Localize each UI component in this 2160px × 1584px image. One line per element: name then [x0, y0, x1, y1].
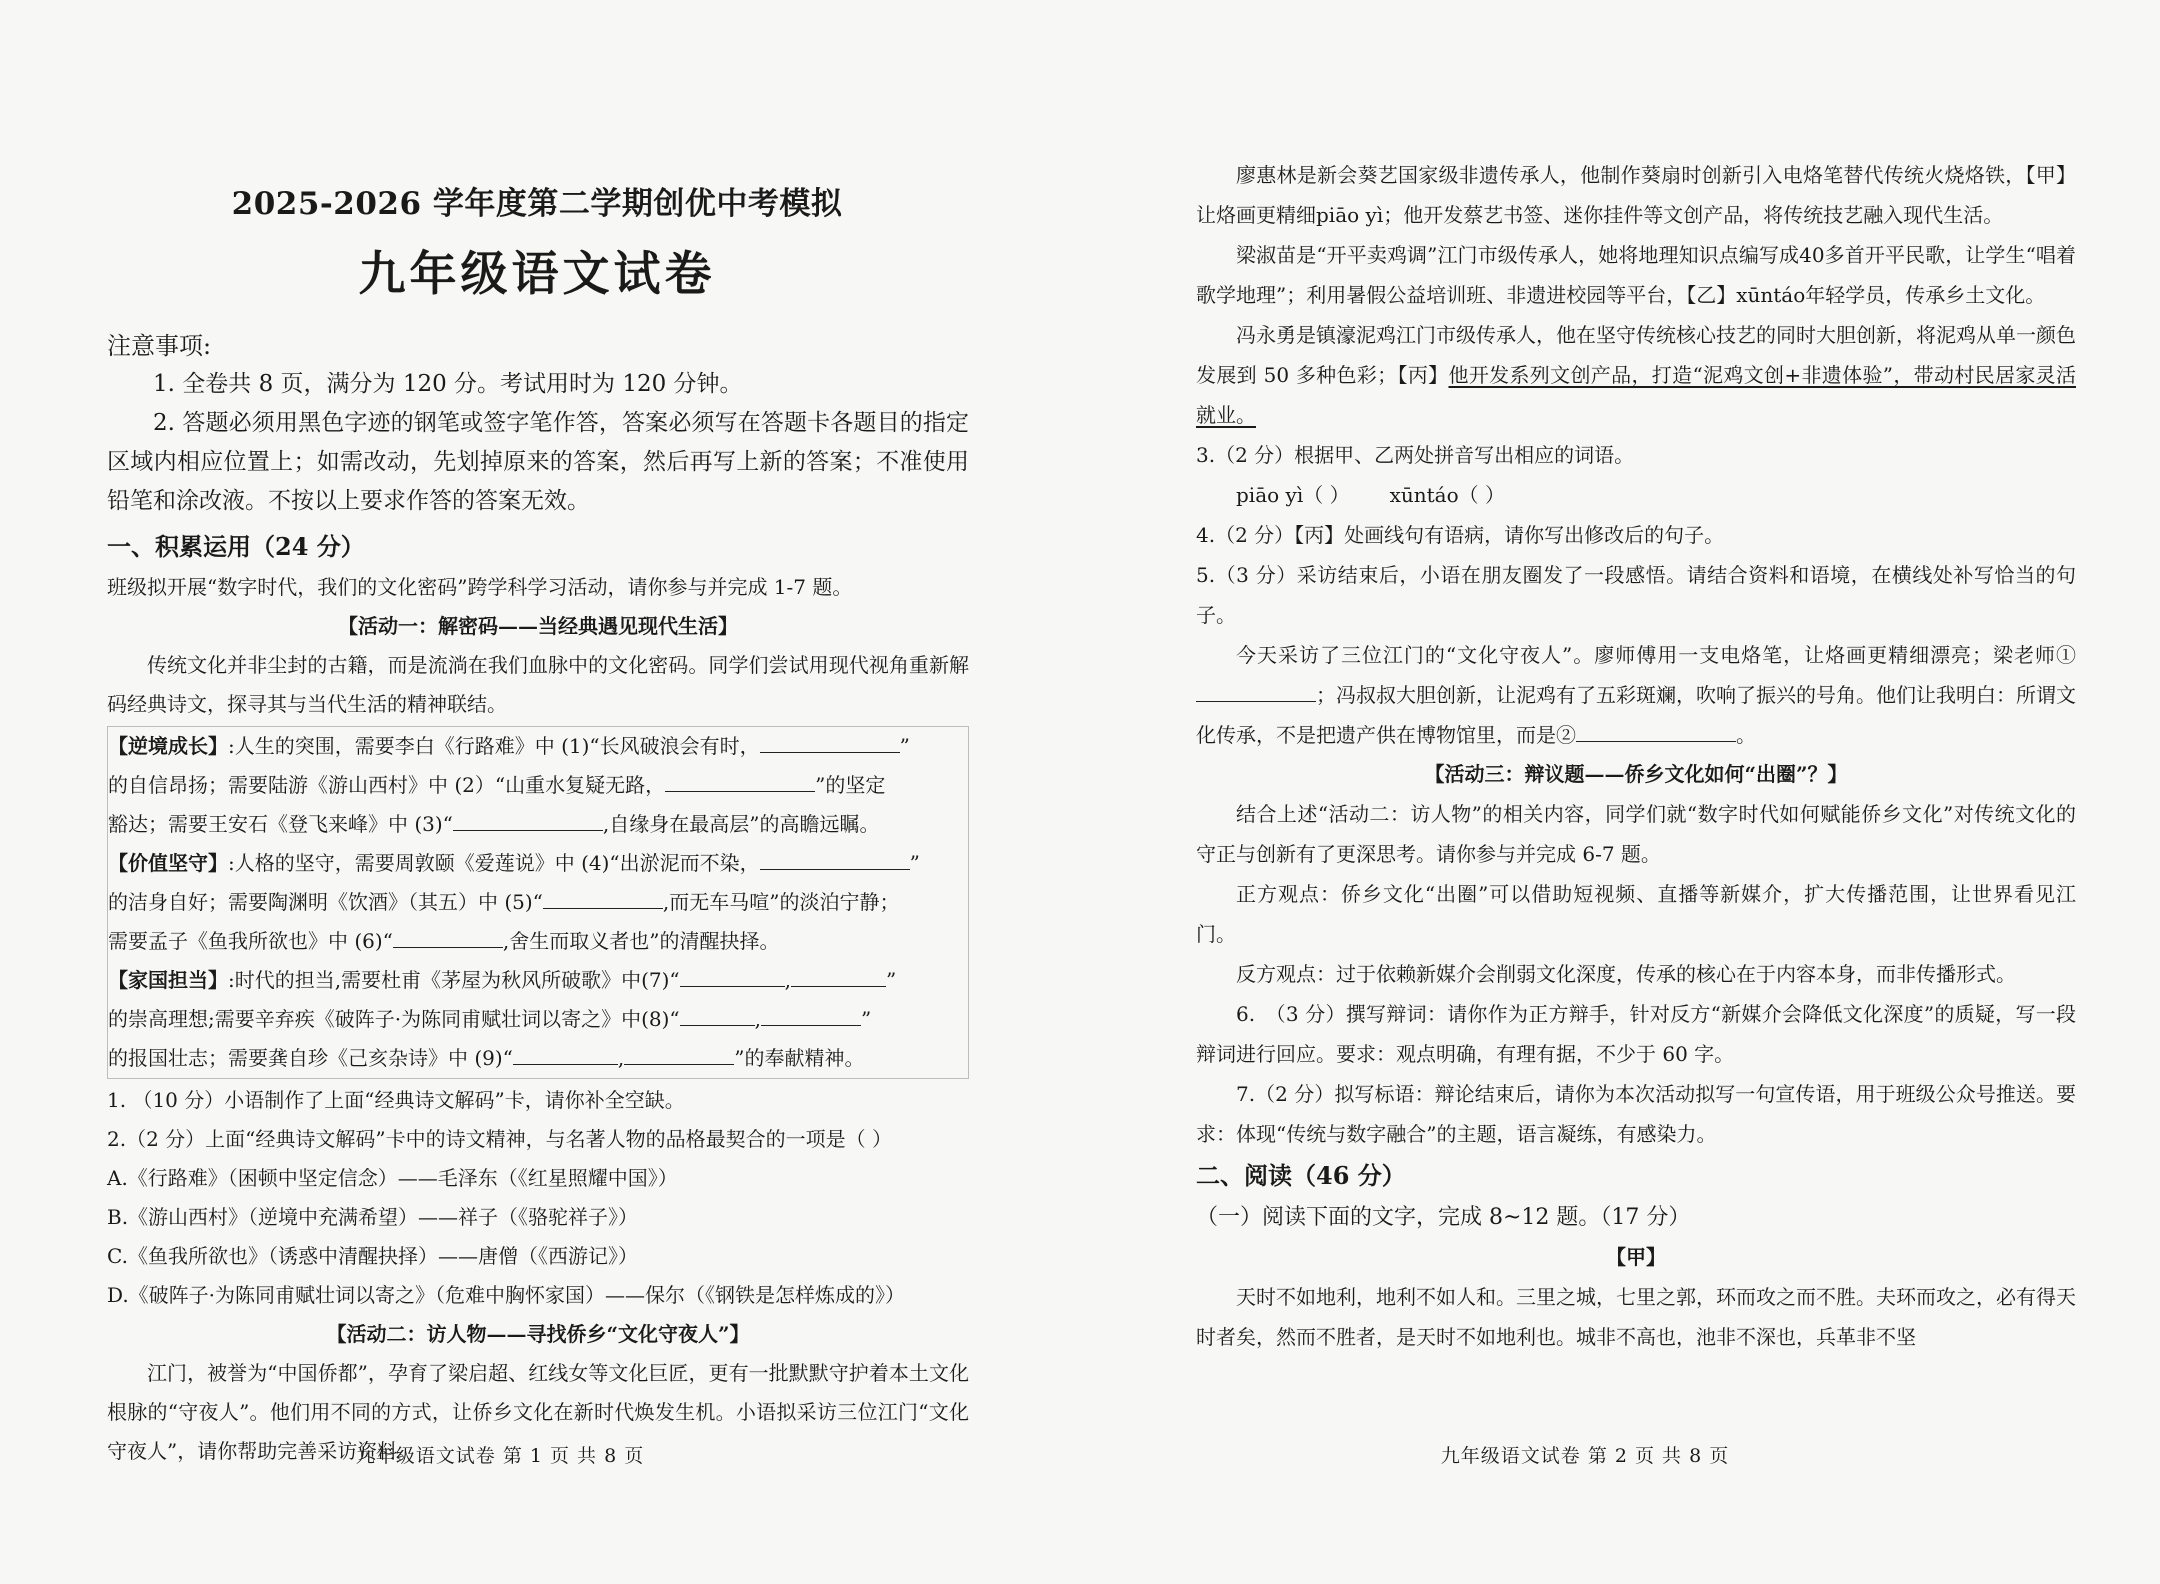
card-text: ,而无车马喧”的淡泊宁静； [662, 890, 900, 914]
card-text: 豁达；需要王安石《登飞来峰》中 (3)“ [108, 812, 453, 836]
blank-2[interactable] [665, 771, 815, 792]
question-2-option-d: D.《破阵子·为陈同甫赋壮词以寄之》（危难中胸怀家国）——保尔（《钢铁是怎样炼成的》） [107, 1283, 906, 1307]
card-text: ” [909, 851, 920, 875]
poem-decode-card [107, 726, 969, 1079]
page-footer: 九年级语文试卷 第 2 页 共 8 页 [1440, 1445, 1730, 1467]
card-text: ” [899, 734, 910, 758]
blank-q5-2[interactable] [1576, 721, 1736, 742]
card-text: ”的奉献精神。 [734, 1046, 865, 1070]
card-text: ,自缘身在最高层”的高瞻远瞩。 [602, 812, 880, 836]
card-line-8 [108, 1000, 968, 1039]
tag-adversity: 【逆境成长】 [108, 734, 228, 758]
notice-heading: 注意事项: [107, 332, 212, 360]
card-line-2 [108, 766, 968, 805]
interview-liang: 梁淑苗是“开平卖鸡调”江门市级传承人，她将地理知识点编写成40多首开平民歌，让学生“唱着歌学地理”；利用暑假公益培训班、非遗进校园等平台，【乙】xūntáo年轻学员，传承乡土文化。 [1196, 243, 2076, 307]
card-text: :人格的坚守，需要周敦颐《爱莲说》中 (4)“出淤泥而不染， [228, 851, 760, 875]
card-text: 的自信昂扬；需要陆游《游山西村》中 (2）“山重水复疑无路， [108, 773, 666, 797]
blank-8a[interactable] [680, 1005, 755, 1026]
card-line-4 [108, 844, 968, 883]
card-text: 的洁身自好；需要陶渊明《饮酒》（其五）中 (5)“ [108, 890, 543, 914]
question-2-option-a: A.《行路难》（困顿中坚定信念）——毛泽东（《红星照耀中国》） [107, 1166, 678, 1190]
card-line-5 [108, 883, 968, 922]
card-text: :时代的担当,需要杜甫《茅屋为秋风所破歌》中(7)“ [228, 968, 680, 992]
card-text: 的崇高理想;需要辛弃疾《破阵子·为陈同甫赋壮词以寄之》中(8)“ [108, 1007, 680, 1031]
activity-3-heading: 【活动三：辩议题——侨乡文化如何“出圈”？】 [1424, 762, 1848, 786]
blank-8b[interactable] [761, 1005, 861, 1026]
exam-subtitle: 九年级语文试卷 [358, 247, 716, 302]
activity-3-text: 结合上述“活动二：访人物”的相关内容，同学们就“数字时代如何赋能侨乡文化”对传统文化的守正与创新有了更深思考。请你参与并完成 6-7 题。 [1196, 802, 2076, 866]
card-text: 需要孟子《鱼我所欲也》中 (6)“ [108, 929, 393, 953]
card-line-7 [108, 961, 968, 1000]
activity-2-text: 江门，被誉为“中国侨都”，孕育了梁启超、红线女等文化巨匠，更有一批默默守护着本土文化根脉的“守夜人”。他们用不同的方式，让侨乡文化在新时代焕发生机。小语拟采访三位江门“文化守夜人”，请你帮助完善采访资料。 [107, 1361, 969, 1463]
notice-item-2: 2. 答题必须用黑色字迹的钢笔或签字笔作答，答案必须写在答题卡各题目的指定区域内相应位置上；如需改动，先划掉原来的答案，然后再写上新的答案；不准使用铅笔和涂改液。不按以上要求作答的答案无效。 [107, 410, 969, 514]
passage-jia-label: 【甲】 [1606, 1245, 1666, 1269]
passage-jia-text: 天时不如地利，地利不如人和。三里之城，七里之郭，环而攻之而不胜。夫环而攻之，必有得天时者矣，然而不胜者，是天时不如地利也。城非不高也，池非不深也，兵革非不坚 [1196, 1285, 2076, 1349]
question-3-pinyin [1196, 475, 2076, 515]
notice-item-1: 1. 全卷共 8 页，满分为 120 分。考试用时为 120 分钟。 [153, 371, 743, 397]
tag-values: 【价值坚守】 [108, 851, 228, 875]
question-2-option-b: B.《游山西村》（逆境中充满希望）——祥子（《骆驼祥子》） [107, 1205, 639, 1229]
pinyin-1: piāo yì（ ） [1236, 483, 1350, 507]
interview-liao: 廖惠林是新会葵艺国家级非遗传承人，他制作葵扇时创新引入电烙笔替代传统火烧烙铁，【甲】让烙画更精细piāo yì；他开发蔡艺书签、迷你挂件等文创产品，将传统技艺融入现代生活。 [1196, 163, 2076, 227]
intro-text: 班级拟开展“数字时代，我们的文化密码”跨学科学习活动，请你参与并完成 1-7 题。 [107, 575, 853, 599]
section-1-heading: 一、积累运用（24 分） [107, 532, 365, 561]
interview-feng-text: 冯永勇是镇濠泥鸡江门市级传承人，他在坚守传统核心技艺的同时大胆创新，将泥鸡从单一颜色发展到 50 多种色彩；【丙】 [1196, 323, 2076, 387]
interview-feng [1196, 315, 2076, 435]
page-footer: 九年级语文试卷 第 1 页 共 8 页 [355, 1445, 645, 1467]
passage-text: 今天采访了三位江门的“文化守夜人”。廖师傅用一支电烙笔，让烙画更精细漂亮；梁老师① [1236, 643, 2076, 667]
passage-text: ；冯叔叔大胆创新，让泥鸡有了五彩斑斓，吹响了振兴的号角。他们让我明白：所谓文化传承，不是把遗产供在博物馆里，而是② [1196, 683, 2076, 747]
question-5: 5.（3 分）采访结束后，小语在朋友圈发了一段感悟。请结合资料和语境，在横线处补写恰当的句子。 [1196, 563, 2076, 627]
card-text: ”的坚定 [815, 773, 886, 797]
question-6: 6. （3 分）撰写辩词：请你作为正方辩手，针对反方“新媒介会降低文化深度”的质疑，写一段辩词进行回应。要求：观点明确，有理有据，不少于 60 字。 [1196, 1002, 2076, 1066]
exam-title: 2025-2026 学年度第二学期创优中考模拟 [231, 186, 843, 222]
passage-text: 。 [1736, 723, 1756, 747]
blank-9a[interactable] [513, 1044, 618, 1065]
card-line-3 [108, 805, 968, 844]
card-line-1 [108, 727, 968, 766]
blank-3[interactable] [453, 810, 603, 831]
blank-6[interactable] [393, 927, 503, 948]
question-7: 7.（2 分）拟写标语：辩论结束后，请你为本次活动拟写一句宣传语，用于班级公众号推送。要求：体现“传统与数字融合”的主题，语言凝练，有感染力。 [1196, 1082, 2076, 1146]
exam-page-2 [1080, 0, 2160, 1584]
blank-q5-1[interactable] [1196, 681, 1316, 702]
card-line-9 [108, 1039, 968, 1078]
page-1-column [107, 178, 969, 1471]
activity-2-heading: 【活动二：访人物——寻找侨乡“文化守夜人”】 [326, 1322, 750, 1346]
reading-sub-1: （一）阅读下面的文字，完成 8~12 题。（17 分） [1196, 1205, 1691, 1230]
question-2-option-c: C.《鱼我所欲也》（诱惑中清醒抉择）——唐僧（《西游记》） [107, 1244, 638, 1268]
card-text: ” [886, 968, 897, 992]
card-text: , [784, 968, 792, 992]
blank-7b[interactable] [791, 966, 886, 987]
card-line-6 [108, 922, 968, 961]
tag-patriotism: 【家国担当】 [108, 968, 228, 992]
card-text: 的报国壮志；需要龚自珍《己亥杂诗》中 (9)“ [108, 1046, 513, 1070]
blank-9b[interactable] [624, 1044, 734, 1065]
section-2-heading: 二、阅读（46 分） [1196, 1161, 1406, 1190]
question-2: 2.（2 分）上面“经典诗文解码”卡中的诗文精神，与名著人物的品格最契合的一项是（ ） [107, 1127, 892, 1151]
card-text: :人生的突围，需要李白《行路难》中 (1)“长风破浪会有时， [228, 734, 760, 758]
pinyin-2: xūntáo（ ） [1389, 483, 1505, 507]
activity-1-text: 传统文化并非尘封的古籍，而是流淌在我们血脉中的文化密码。同学们尝试用现代视角重新解码经典诗文，探寻其与当代生活的精神联结。 [107, 653, 969, 716]
underlined-sentence: 他开发系列文创产品，打造“泥鸡文创+非遗体验”，带动村民居家灵活就业。 [1196, 363, 2076, 427]
page-2-column [1196, 155, 2076, 1357]
pro-viewpoint: 正方观点：侨乡文化“出圈”可以借助短视频、直播等新媒介，扩大传播范围，让世界看见江门。 [1196, 882, 2076, 946]
con-viewpoint: 反方观点：过于依赖新媒介会削弱文化深度，传承的核心在于内容本身，而非传播形式。 [1236, 962, 2016, 986]
blank-1[interactable] [760, 732, 900, 753]
card-text: , [754, 1007, 762, 1031]
question-5-passage [1196, 635, 2076, 755]
question-4: 4.（2 分）【丙】处画线句有语病，请你写出修改后的句子。 [1196, 523, 1725, 547]
card-text: ” [861, 1007, 872, 1031]
blank-7a[interactable] [680, 966, 785, 987]
blank-4[interactable] [760, 849, 910, 870]
activity-1-heading: 【活动一：解密码——当经典遇见现代生活】 [338, 614, 738, 638]
card-text: , [617, 1046, 625, 1070]
blank-5[interactable] [543, 888, 663, 909]
question-3: 3.（2 分）根据甲、乙两处拼音写出相应的词语。 [1196, 443, 1635, 467]
question-1: 1. （10 分）小语制作了上面“经典诗文解码”卡，请你补全空缺。 [107, 1088, 685, 1112]
card-text: ,舍生而取义者也”的清醒抉择。 [502, 929, 780, 953]
